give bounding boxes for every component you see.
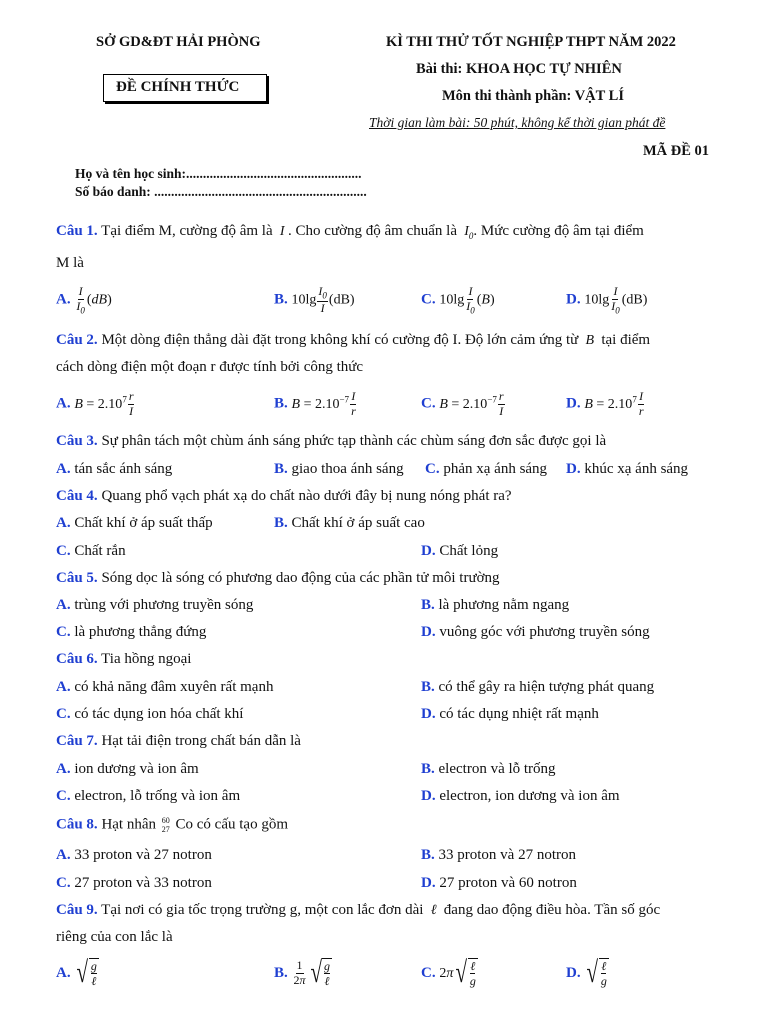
question-2: Câu 2. Một dòng điện thẳng dài đặt trong không khí có cường độ I. Độ lớn cảm ứng từ B tại điểm (56, 332, 651, 348)
question-text: Một dòng điện thẳng dài đặt trong không khí có cường độ I. Độ lớn cảm ứng từ (101, 332, 579, 348)
option-label: D. (421, 875, 436, 891)
option-a[interactable] (56, 847, 212, 864)
option-label: D. (421, 706, 436, 722)
question-text: Tại nơi có gia tốc trọng trường g, một con lắc đơn dài (101, 902, 424, 918)
option-c[interactable] (56, 788, 240, 805)
option-label: D. (566, 461, 581, 477)
option-label: B. (274, 461, 288, 477)
option-text: 33 proton và 27 notron (438, 847, 576, 863)
option-label: C. (421, 291, 436, 308)
option-label: A. (56, 291, 71, 308)
question-number: Câu 7. (56, 733, 98, 749)
option-label: D. (566, 964, 581, 981)
option-text: trùng với phương truyền sóng (74, 597, 254, 613)
option-a[interactable]: A. √ g ℓ (56, 956, 97, 990)
option-text: Chất lỏng (439, 543, 499, 559)
exam-subject: Bài thi: KHOA HỌC TỰ NHIÊN (416, 61, 622, 77)
option-text: tán sắc ánh sáng (74, 461, 173, 477)
option-text: phản xạ ánh sáng (443, 461, 548, 477)
question-text: Tại điểm M, cường độ âm là (101, 223, 273, 239)
option-text: 33 proton và 27 notron (74, 847, 212, 863)
exam-time: Thời gian làm bài: 50 phút, không kể thời gian phát đề (369, 115, 666, 130)
option-label: D. (566, 291, 581, 308)
option-b[interactable] (421, 597, 569, 614)
option-c[interactable] (56, 706, 243, 723)
option-label: C. (56, 788, 71, 804)
option-b[interactable]: B. $B = 2.10^{-7}$ $\frac{I}{r}$ (274, 389, 356, 418)
option-label: A. (56, 761, 71, 777)
option-text: vuông góc với phương truyền sóng (439, 624, 650, 640)
option-d[interactable]: D. $B = 2.10^7$ $\frac{I}{r}$ (566, 389, 644, 418)
exam-code: MÃ ĐỀ 01 (643, 143, 710, 159)
option-d[interactable] (421, 875, 577, 892)
question-number: Câu 9. (56, 902, 98, 918)
question-5 (56, 570, 500, 587)
question-text: Tia hồng ngoại (101, 651, 192, 667)
option-text: có tác dụng nhiệt rất mạnh (439, 706, 599, 722)
option-label: B. (274, 395, 288, 412)
question-text: tại điểm (601, 332, 651, 348)
option-b[interactable]: B. $\frac{1}{2\pi}$ √ g ℓ (274, 956, 330, 990)
option-b[interactable] (274, 461, 404, 478)
question-text: . Mức cường độ âm tại điểm (473, 223, 644, 239)
option-label: B. (274, 291, 288, 308)
option-text: 27 proton và 60 notron (439, 875, 577, 891)
option-a[interactable]: A. $\frac{I}{I_0}$ (dB) (56, 284, 112, 316)
question-2-line2: cách dòng điện một đoạn r được tính bởi công thức (56, 359, 364, 375)
option-b[interactable] (421, 679, 654, 696)
option-label: B. (421, 679, 435, 695)
option-label: B. (274, 964, 288, 981)
question-text: Co có cấu tạo gồm (175, 816, 288, 833)
option-label: C. (56, 543, 71, 559)
option-b[interactable] (421, 761, 556, 778)
option-d[interactable] (566, 461, 688, 478)
option-text: là phương nằm ngang (438, 597, 570, 613)
option-c[interactable] (56, 624, 206, 641)
option-label: A. (56, 964, 71, 981)
option-text: có thể gây ra hiện tượng phát quang (438, 679, 655, 695)
option-b[interactable]: B. 10lg $\frac{I_0}{I}$ (dB) (274, 284, 355, 315)
option-text: khúc xạ ánh sáng (584, 461, 689, 477)
option-text: Chất rắn (74, 543, 126, 559)
question-1: Câu 1. Tại điểm M, cường độ âm là I . Cho cường độ âm chuẩn là $I_0$. Mức cường độ âm tại điểm (56, 223, 644, 241)
option-label: B. (274, 515, 288, 531)
student-name-line: Họ và tên học sinh:.................................................... (75, 166, 362, 181)
option-text: giao thoa ánh sáng (291, 461, 404, 477)
option-label: A. (56, 679, 71, 695)
question-number: Câu 1. (56, 223, 98, 239)
student-id-line: Số báo danh: ............................................................... (75, 184, 367, 199)
option-label: D. (421, 543, 436, 559)
option-label: C. (421, 395, 436, 412)
option-label: C. (421, 964, 436, 981)
question-4 (56, 488, 512, 505)
question-1-line2: M là (56, 255, 84, 271)
option-text: 27 proton và 33 notron (74, 875, 212, 891)
question-text: Sóng dọc là sóng có phương dao động của các phần tử môi trường (101, 570, 500, 586)
question-text: Hạt nhân (101, 816, 157, 833)
official-label: ĐỀ CHÍNH THỨC (116, 79, 240, 95)
option-label: A. (56, 515, 71, 531)
nuclide-indices: 60 27 (161, 816, 170, 834)
question-6 (56, 651, 191, 668)
option-label: A. (56, 395, 71, 412)
option-c[interactable] (56, 543, 126, 560)
question-number: Câu 8. (56, 816, 98, 833)
option-text: electron và lỗ trống (438, 761, 556, 777)
option-text: electron, lỗ trống và ion âm (74, 788, 241, 804)
question-9: Câu 9. Tại nơi có gia tốc trọng trường g, một con lắc đơn dài ℓ đang dao động điều hòa. Tần số góc (56, 902, 661, 918)
option-a[interactable]: A. $B = 2.10^7$ $\frac{r}{I}$ (56, 389, 134, 418)
option-d[interactable] (421, 706, 599, 723)
question-number: Câu 3. (56, 433, 98, 449)
question-number: Câu 6. (56, 651, 98, 667)
option-a[interactable] (56, 461, 172, 478)
question-text: Hạt tải điện trong chất bán dẫn là (101, 733, 301, 749)
option-label: A. (56, 597, 71, 613)
option-label: D. (421, 624, 436, 640)
option-label: A. (56, 461, 71, 477)
question-8 (56, 816, 288, 834)
option-label: C. (56, 706, 71, 722)
option-c[interactable]: C. $B = 2.10^{-7}$ $\frac{r}{I}$ (421, 389, 504, 418)
question-text: Sự phân tách một chùm ánh sáng phức tạp thành các chùm sáng đơn sắc được gọi là (101, 433, 607, 449)
exam-title: KÌ THI THỬ TỐT NGHIỆP THPT NĂM 2022 (386, 34, 676, 50)
option-text: Chất khí ở áp suất thấp (74, 515, 213, 531)
option-d[interactable]: D. 10lg $\frac{I}{I_0}$ (dB) (566, 284, 648, 316)
question-3 (56, 433, 606, 450)
option-text: là phương thẳng đứng (74, 624, 207, 640)
option-d[interactable] (421, 624, 650, 641)
question-text: đang dao động điều hòa. Tần số góc (443, 902, 661, 918)
option-label: C. (56, 624, 71, 640)
option-label: B. (421, 847, 435, 863)
department-name: SỞ GD&ĐT HẢI PHÒNG (96, 34, 261, 50)
option-c[interactable]: C. 10lg $\frac{I}{I_0}$ (B) (421, 284, 495, 316)
option-a[interactable] (56, 515, 213, 532)
option-label: A. (56, 847, 71, 863)
option-label: C. (425, 461, 440, 477)
question-number: Câu 2. (56, 332, 98, 348)
option-d[interactable] (421, 543, 498, 560)
option-text: electron, ion dương và ion âm (439, 788, 620, 804)
option-label: D. (566, 395, 581, 412)
option-label: C. (56, 875, 71, 891)
option-c[interactable] (56, 875, 212, 892)
question-number: Câu 5. (56, 570, 98, 586)
option-b[interactable] (274, 515, 425, 532)
option-text: có khả năng đâm xuyên rất mạnh (74, 679, 274, 695)
option-d[interactable] (421, 788, 620, 805)
option-label: D. (421, 788, 436, 804)
question-text: . Cho cường độ âm chuẩn là (288, 223, 457, 239)
option-a[interactable] (56, 679, 273, 696)
option-b[interactable] (421, 847, 576, 864)
option-d[interactable]: D. √ ℓ g (566, 956, 607, 990)
option-label: B. (421, 761, 435, 777)
question-7 (56, 733, 301, 750)
question-number: Câu 4. (56, 488, 98, 504)
question-text: Quang phổ vạch phát xạ do chất nào dưới đây bị nung nóng phát ra? (101, 488, 512, 504)
option-text: Chất khí ở áp suất cao (291, 515, 425, 531)
option-text: ion dương và ion âm (74, 761, 199, 777)
exam-component: Môn thi thành phần: VẬT LÍ (442, 88, 624, 104)
option-c[interactable]: C. 2π √ ℓ g (421, 956, 476, 990)
option-text: có tác dụng ion hóa chất khí (74, 706, 244, 722)
option-a[interactable] (56, 761, 199, 778)
option-a[interactable] (56, 597, 253, 614)
option-c[interactable] (425, 461, 547, 478)
question-9-line2: riêng của con lắc là (56, 929, 173, 945)
option-label: B. (421, 597, 435, 613)
